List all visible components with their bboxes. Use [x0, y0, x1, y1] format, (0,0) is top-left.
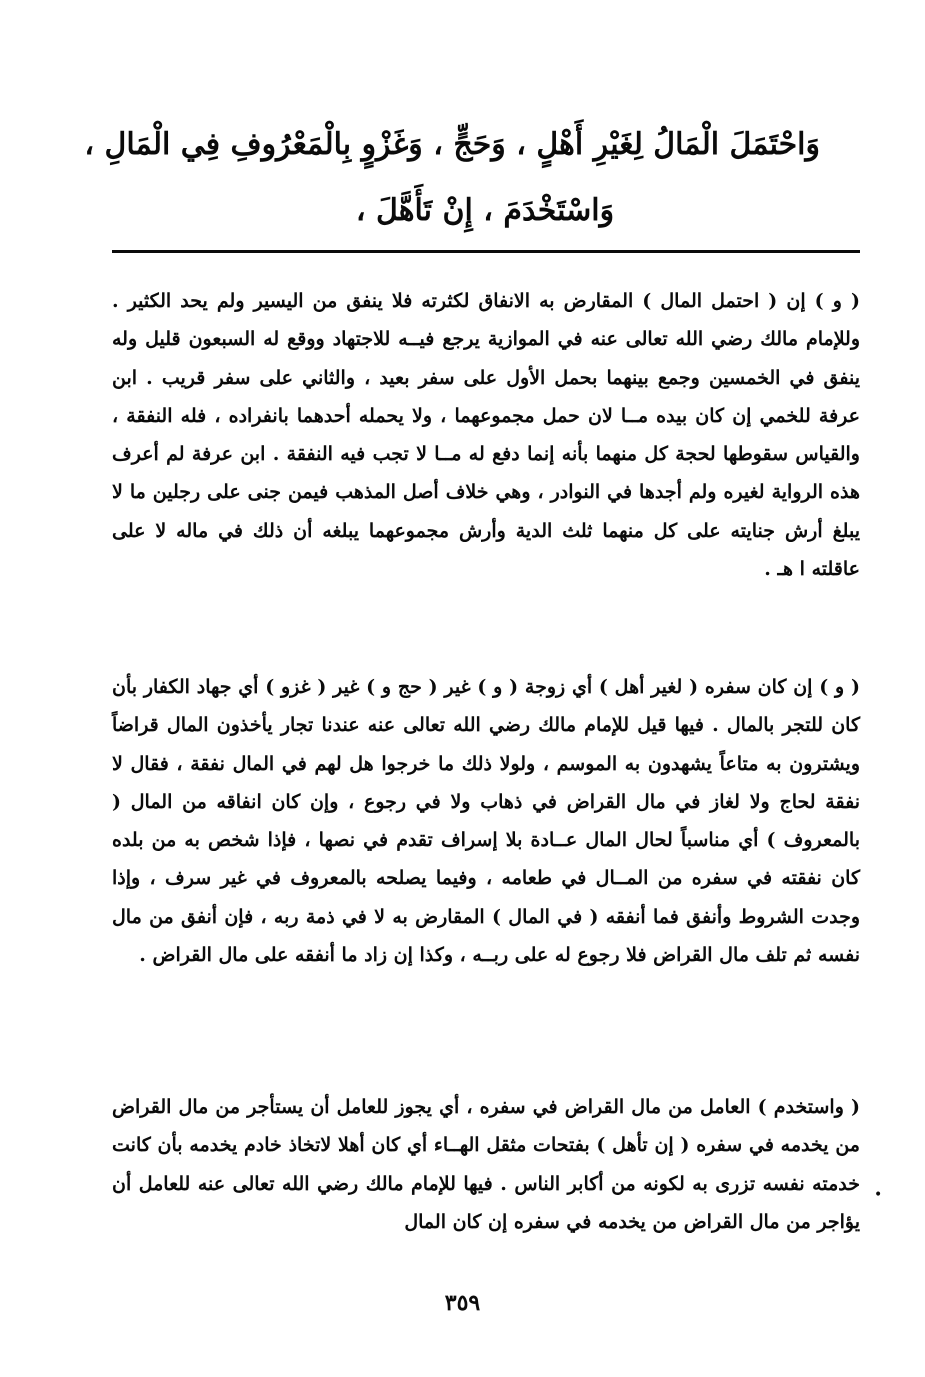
commentary-paragraph-2: ( و ) إن كان سفره ( لغير أهل ) أي زوجة ( و ) غير ( حج و ) غير ( غزو ) أي جهاد الكفار بأن كان للتجر بالمال . فيها قيل للإمام مالك رضي الله تعالى عنه عندنا تجار يأخذون المال قراضاً ويشترون به متاعاً يشهدون به الموسم ، ولولا ذلك ما خرجوا هل لهم في المال نفقة ، فقال لا نفقة لحاج ولا لغاز في مال القراض في ذهاب ولا في رجوع ، وإن كان انفاقه من المال ( بالمعروف ) أي مناسباً لحال المال عــادة بلا إسراف تقدم في نصها ، فإذا شخص به من بلده كان نفقته في سفره من المــال في طعامه ، وفيما يصلحه بالمعروف في غير سرف ، وإذا وجدت الشروط وأنفق فما أنفقه ( في المال ) المقارض به لا في ذمة ربه ، فإن أنفق من مال نفسه ثم تلف مال القراض فلا رجوع له على ربــه ، وكذا إن زاد ما أنفقه على مال القراض .: [112, 676, 860, 967]
commentary-paragraph-3: ( واستخدم ) العامل من مال القراض في سفره ، أي يجوز للعامل أن يستأجر من مال القراض من يخدمه في سفره ( إن تأهل ) بفتحات مثقل الهــاء أي كان أهلا لاتخاذ خادم يخدمه بأن كانت خدمته نفسه تزرى به لكونه من أكابر الناس . فيها للإمام مالك رضي الله تعالى عنه للعامل أن يؤاجر من مال القراض من يخدمه في سفره إن كان المال: [112, 1096, 860, 1233]
matn-divider-rule: [112, 250, 860, 253]
matn-line-1: وَاحْتَمَلَ الْمَالُ لِغَيْرِ أَهْلٍ ، وَحَجٍّ ، وَغَزْوٍ بِالْمَعْرُوفِ فِي الْمَالِ ،: [84, 127, 820, 162]
page-number: ٣٥٩: [444, 1290, 481, 1316]
margin-dot-icon: •: [874, 1187, 883, 1203]
matn-text: [84, 112, 820, 244]
matn-line-2: وَاسْتَخْدَمَ ، إِنْ تَأَهَّلَ ،: [355, 193, 615, 228]
commentary-paragraph-1: ( و ) إن ( احتمل المال ) المقارض به الانفاق لكثرته فلا ينفق من اليسير ولم يحد الكثير . وللإمام مالك رضي الله تعالى عنه في الموازية يرجع فيــه للاجتهاد ووقع له السبعون قليل وله ينفق في الخمسين وجمع بينهما بحمل الأول على سفر بعيد ، والثاني على سفر قريب . ابن عرفة للخمي إن كان بيده مــا لان حمل مجموعهما ، ولا يحمله أحدهما بانفراده ، فله النفقة ، والقياس سقوطها لحجة كل منهما بأنه إنما دفع له مــا لا تجب فيه النفقة . ابن عرفة لم أعرف هذه الرواية لغيره ولم أجدها في النوادر ، وهي خلاف أصل المذهب فيمن جنى على رجلين ما لا يبلغ أرش جنايته على كل منهما ثلث الدية وأرش مجموعهما يبلغه أن ذلك في ماله لا على عاقلته ا هـ .: [112, 290, 860, 581]
